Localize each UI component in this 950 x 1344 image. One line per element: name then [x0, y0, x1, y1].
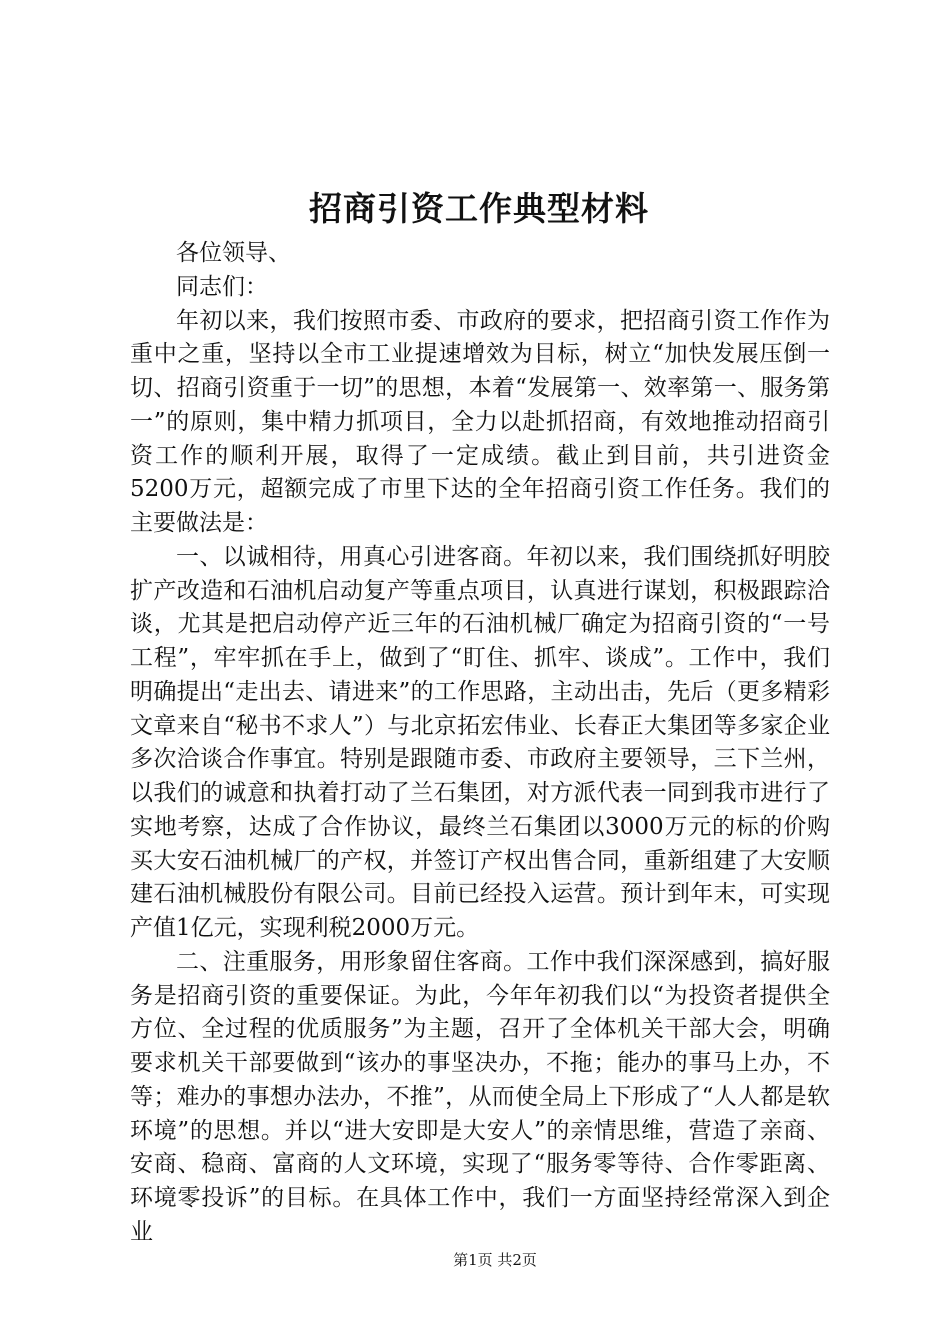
document-title: 招商引资工作典型材料: [309, 189, 649, 228]
page-footer: 第1页 共2页: [453, 1251, 537, 1269]
body-paragraph: 二、注重服务，用形象留住客商。工作中我们深深感到，搞好服务是招商引资的重要保证。为此，今年年初我们以“为投资者提供全方位、全过程的优质服务”为主题，召开了全体机关干部大会，明确要求机关干部要做到“该办的事坚决办，不拖；能办的事马上办，不等；难办的事想办法办，不推”，从而使全局上下形成了“人人都是软环境”的思想。并以“进大安即是大安人”的亲情思维，营造了亲商、安商、稳商、富商的人文环境，实现了“服务零等待、合作零距离、环境零投诉”的目标。在具体工作中，我们一方面坚持经常深入到企业: [130, 948, 830, 1245]
salutation-line: 同志们：: [176, 273, 268, 300]
salutation-line: 各位领导、: [176, 240, 291, 266]
body-paragraph: 一、以诚相待，用真心引进客商。年初以来，我们围绕抓好明胶扩产改造和石油机启动复产等重点项目，认真进行谋划，积极跟踪洽谈，尤其是把启动停产近三年的石油机械厂确定为招商引资的“一号工程”，牢牢抓在手上，做到了“盯住、抓牢、谈成”。工作中，我们明确提出“走出去、请进来”的工作思路，主动出击，先后（更多精彩文章来自“秘书不求人”）与北京拓宏伟业、长春正大集团等多家企业多次洽谈合作事宜。特别是跟随市委、市政府主要领导，三下兰州，以我们的诚意和执着打动了兰石集团，对方派代表一同到我市进行了实地考察，达成了合作协议，最终兰石集团以3000万元的标的价购买大安石油机械厂的产权，并签订产权出售合同，重新组建了大安顺建石油机械股份有限公司。目前已经投入运营。预计到年末，可实现产值1亿元，实现利税2000万元。: [130, 543, 830, 941]
body-paragraph: 年初以来，我们按照市委、市政府的要求，把招商引资工作作为重中之重，坚持以全市工业提速增效为目标，树立“加快发展压倒一切、招商引资重于一切”的思想，本着“发展第一、效率第一、服务第一”的原则，集中精力抓项目，全力以赴抓招商，有效地推动招商引资工作的顺利开展，取得了一定成绩。截止到目前，共引进资金5200万元，超额完成了市里下达的全年招商引资工作任务。我们的主要做法是：: [130, 307, 830, 536]
document-body: [130, 237, 830, 1250]
